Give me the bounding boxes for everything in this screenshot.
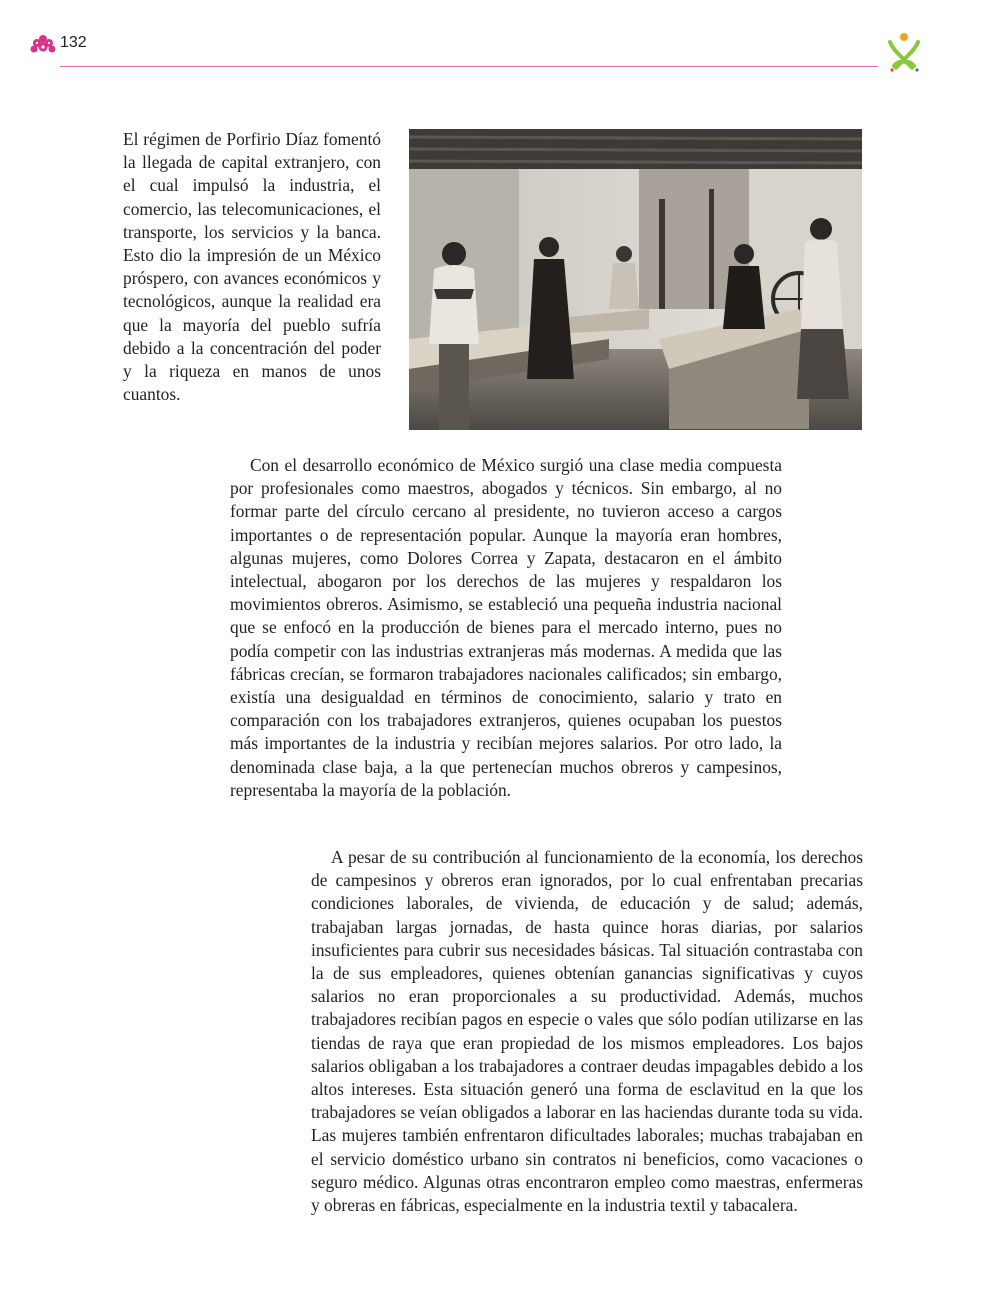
- middle-class-paragraph: Con el desarrollo económico de México surgió una clase media compuesta por profesionales como maestros, abogados y técnicos. Sin embargo, al no formar parte del círculo cercano al presidente, no tuvieron acceso a cargos importantes o de representación popular. Aunque la mayoría eran hombres, algunas mujeres, como Dolores Correa y Zapata, destacaron en el ámbito intelectual, abogaron por los derechos de las mujeres y respaldaron los movimientos obreros. Asimismo, se estableció una pequeña industria nacional que se enfocó en la producción de bienes para el mercado interno, pues no podía competir con las industrias extranjeras más modernas. A medida que las fábricas crecían, se formaron trabajadores nacionales calificados; sin embargo, existía una desigualdad en términos de conocimiento, salario y trato en comparación con los trabajadores extranjeros, quienes ocupaban los puestos más importantes de la industria y recibían mejores salarios. Por otro lado, la denominada clase baja, a la que pertenecían muchos obreros y campesinos, representaba la mayoría de la población.: [230, 455, 782, 800]
- intro-paragraph: El régimen de Porfirio Díaz fomentó la llegada de capital extranjero, con el cual impulsó la industria, el comercio, las telecomunicaciones, el transporte, los servicios y la banca. Esto dio la impresión de un México próspero, con avances económicos y tecnológicos, aunque la realidad era que la mayoría del pueblo sufría debido a la concentración del poder y la riqueza en manos de unos cuantos.: [123, 129, 381, 405]
- workers-paragraph: A pesar de su contribución al funcionamiento de la economía, los derechos de campesinos y obreros eran ignorados, por lo cual enfrentaban precarias condiciones laborales, de vivienda, de educación y de salud; además, trabajaban largas jornadas, de hasta quince horas diarias, por salarios insuficientes para cubrir sus necesidades básicas. Tal situación contrastaba con la de sus empleadores, quienes obtenían ganancias significativas y cuyos salarios no eran proporcionales a su productividad. Además, muchos trabajadores recibían pagos en especie o vales que sólo podían utilizarse en las tiendas de raya que eran propiedad de los mismos empleadores. Los bajos salarios obligaban a los trabajadores a contraer deudas impagables debido a los altos intereses. Esta situación generó una forma de esclavitud en la que los trabajadores se veían obligados a laborar en las haciendas durante toda su vida. Las mujeres también enfrentaron dificultades laborales; muchas trabajaban en el servicio doméstico urbano sin contratos ni beneficios, como vacaciones o seguro médico. Algunas otras encontraron empleo como maestras, enfermeras y obreras en fábricas, especialmente en la industria textil y tabacalera.: [311, 847, 863, 1216]
- page-number: 132: [60, 34, 87, 51]
- page-header: [0, 0, 986, 80]
- ne-logo-icon: [884, 30, 924, 72]
- header-rule: [60, 66, 878, 67]
- historical-factory-photo: [409, 129, 862, 430]
- flower-ornament-icon: [30, 33, 56, 53]
